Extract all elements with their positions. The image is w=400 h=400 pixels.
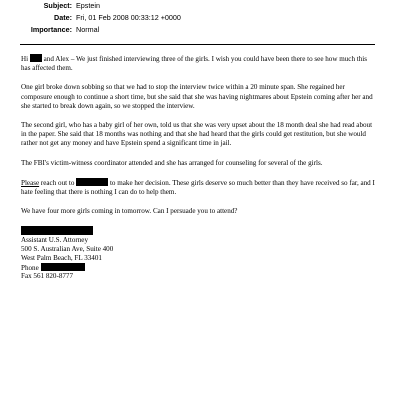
- greeting-post: and Alex – We just finished interviewing three of the girls. I wish you could have been there to see how much this has affected them.: [21, 55, 368, 73]
- date-value: Fri, 01 Feb 2008 00:33:12 +0000: [76, 13, 181, 22]
- date-label: Date:: [54, 13, 72, 22]
- greeting-pre: Hi: [21, 55, 29, 63]
- header-divider: [20, 44, 375, 45]
- subject-label: Subject:: [43, 1, 72, 10]
- phone-label: Phone: [21, 264, 39, 273]
- redaction-block: [30, 54, 42, 62]
- paragraph-3: The FBI's victim-witness coordinator attended and she has arranged for counseling for several of the girls.: [21, 158, 323, 167]
- importance-label: Importance:: [30, 25, 72, 34]
- signature-phone: [21, 263, 377, 272]
- paragraph-5: We have four more girls coming in tomorrow. Can I persuade you to attend?: [21, 207, 238, 216]
- redaction-block: [76, 178, 108, 186]
- paragraph-2: The second girl, who has a baby girl of her own, told us that she was very upset about the 18 month deal she had read about in the paper. She said that 18 months was nothing and that she had heard that the girls could get restitution, but she would rather not get any money and have Epstein spend a significant time in jail.: [21, 121, 373, 148]
- redaction-block: [41, 263, 85, 271]
- signature-block: [21, 226, 377, 281]
- importance-value: Normal: [76, 25, 100, 34]
- paragraph-1: One girl broke down sobbing so that we had to stop the interview twice within a 20 minute span. She regained her composure enough to continue a short time, but she said that she was having nightmares about Epstein coming after her and she started to break down again, so we stopped the interview.: [21, 83, 373, 110]
- paragraph-4: [21, 178, 377, 197]
- signature-title: Assistant U.S. Attorney: [21, 235, 88, 244]
- signature-address-2: West Palm Beach, FL 33401: [21, 254, 102, 262]
- greeting-paragraph: [21, 54, 377, 73]
- please-word: Please: [21, 178, 40, 187]
- signature-address-1: 500 S. Australian Ave, Suite 400: [21, 244, 114, 253]
- redaction-block: [21, 226, 93, 235]
- p4-post: to make her decision. These girls deserve so much better than they have received so far, and I hate feeling that there is nothing I can do to help them.: [21, 178, 375, 197]
- p4-pre: reach out to: [39, 178, 75, 187]
- email-body: [21, 54, 377, 282]
- signature-fax: Fax 561 820-8777: [21, 272, 74, 281]
- subject-value: Epstein: [76, 1, 100, 10]
